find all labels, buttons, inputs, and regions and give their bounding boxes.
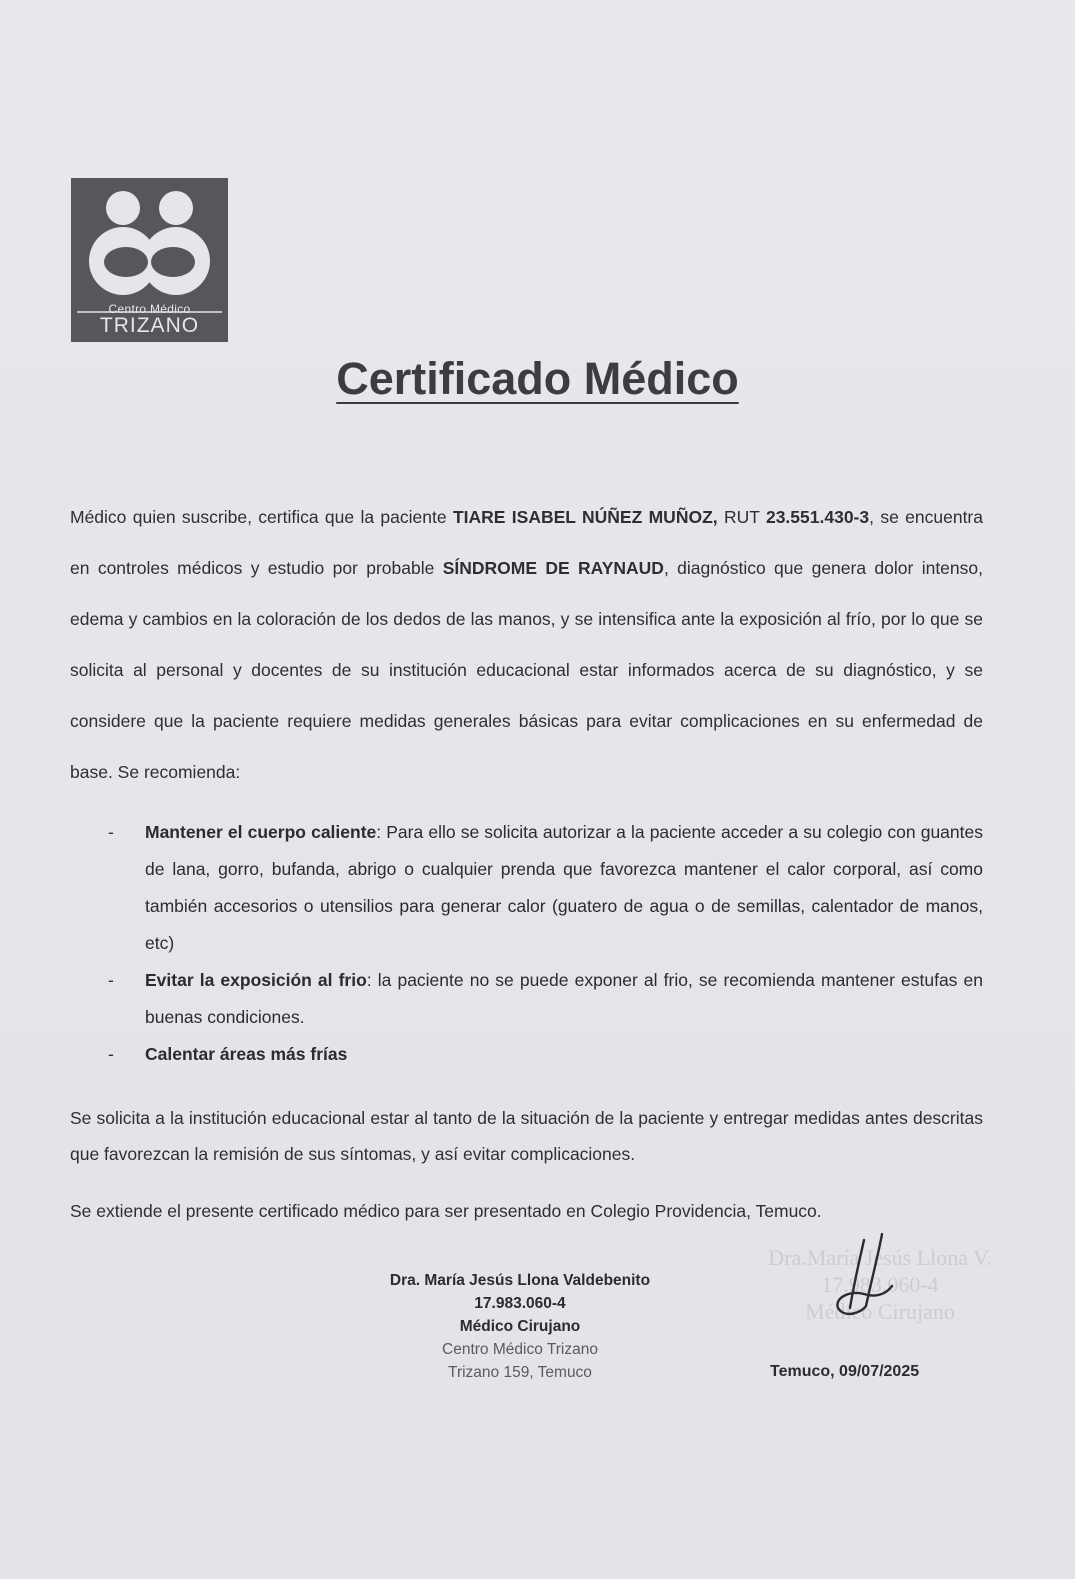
patient-rut: 23.551.430-3 [765,507,870,527]
doctor-stamp: Dra.María Jesús Llona V. 17.983.060-4 Médico Cirujano [768,1245,992,1324]
doctor-name: Dra. María Jesús Llona Valdebenito [389,1272,651,1289]
logo-big-text: TRIZANO [99,314,200,337]
page-title: Certificado Médico [336,353,739,404]
doctor-role: Médico Cirujano [459,1318,581,1335]
bullet-heading: Mantener el cuerpo caliente [145,822,377,842]
list-item: - Calentar áreas más frías [108,1044,348,1064]
clinic-logo [71,178,228,342]
list-item: - Evitar la exposición al frio: la paciente no se puede exponer al frio, se recomienda mantener estufas en buenas condiciones. [108,970,983,1027]
signature-scribble-icon [820,1228,910,1328]
doctor-rut: 17.983.060-4 [474,1295,566,1312]
diagnosis: SÍNDROME DE RAYNAUD [442,558,664,578]
bullet-heading: Evitar la exposición al frio [145,970,367,990]
logo-small-text: Centro Médico [108,302,191,316]
intro-paragraph: Médico quien suscribe, certifica que la paciente TIARE ISABEL NÚÑEZ MUÑOZ, RUT 23.551.430-3, se encuentra en controles médicos y estudio por probable SÍNDROME DE RAYNAUD, diagnóstico que genera dolor intenso, edema y cambios en la coloración de los dedos de las manos, y se intensifica ante la exposición al frío, por lo que se solicita al personal y docentes de su institución educacional estar informados acerca de su diagnóstico, y se considere que la paciente requiere medidas generales básicas para evitar complicaciones en su enfermedad de base. Se recomienda: [70,507,983,782]
signature-block [320,1269,720,1384]
request-paragraph: Se solicita a la institución educacional estar al tanto de la situación de la paciente y entregar medidas antes descritas que favorezcan la remisión de sus síntomas, y así evitar complicaciones. [70,1108,983,1164]
list-item: - Mantener el cuerpo caliente: Para ello se solicita autorizar a la paciente acceder a su colegio con guantes de lana, gorro, bufanda, abrigo o cualquier prenda que favorezca mantener el calor corporal, así como también accesorios o utensilios para generar calor (guatero de agua o de semillas, calentador de manos, etc) [108,822,983,953]
recommendations-list [70,814,983,1073]
issue-date: Temuco, 09/07/2025 [770,1363,920,1380]
clinic-name: Centro Médico Trizano [442,1341,598,1358]
closing-paragraph: Se extiende el presente certificado médico para ser presentado en Colegio Providencia, Temuco. [70,1201,822,1221]
clinic-address: Trizano 159, Temuco [448,1364,592,1381]
patient-name: TIARE ISABEL NÚÑEZ MUÑOZ, [452,507,718,527]
bullet-heading: Calentar áreas más frías [145,1044,348,1064]
